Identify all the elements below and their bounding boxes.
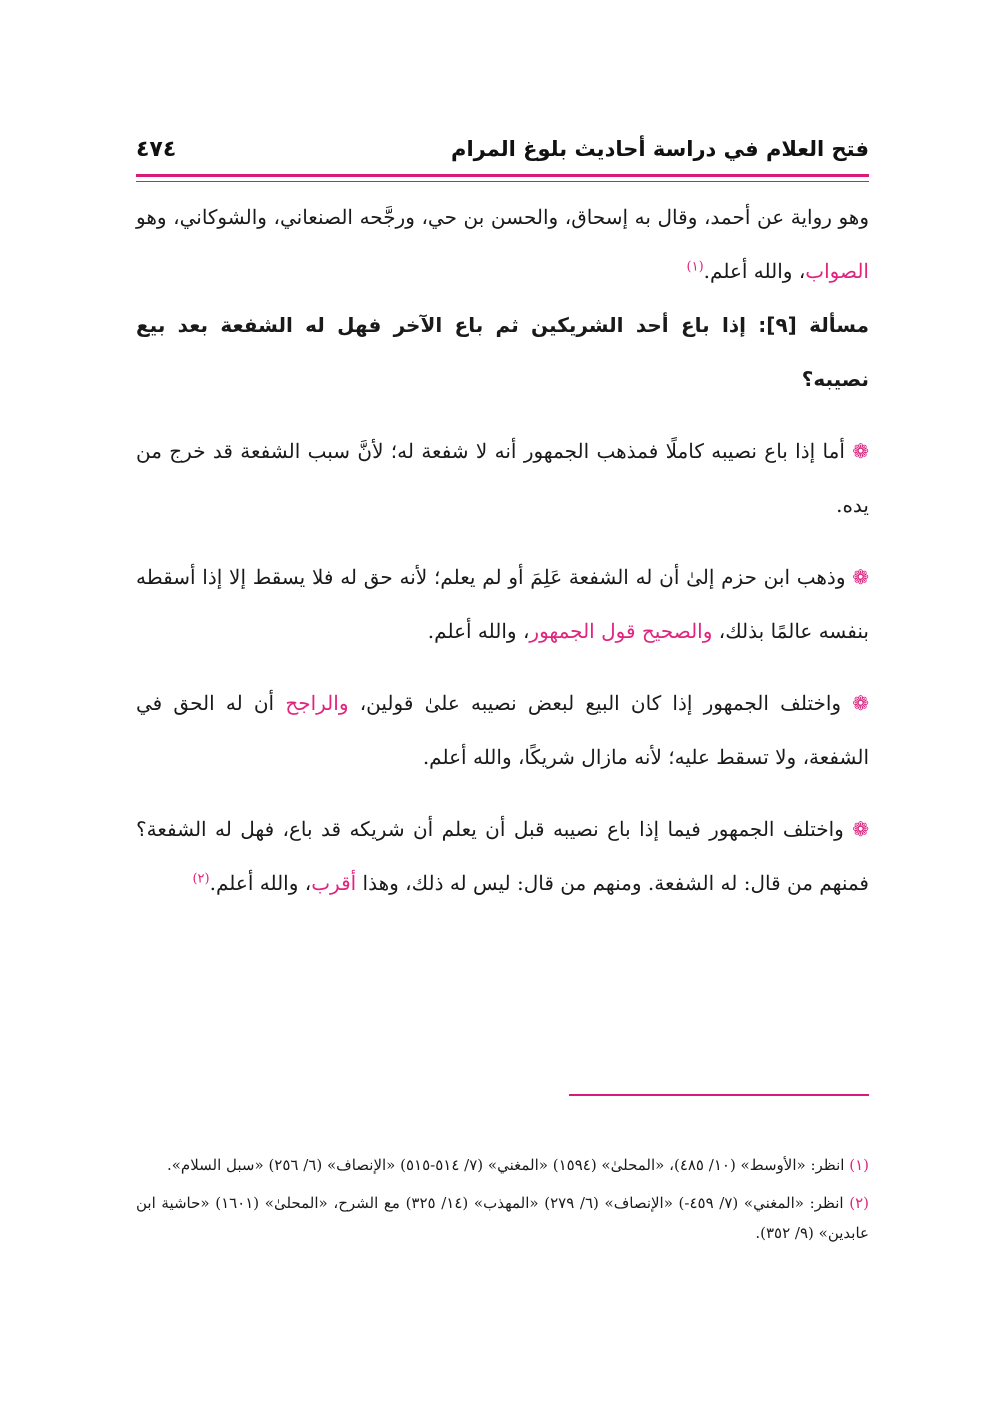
page-number: ٤٧٤ [136,136,177,162]
main-text [136,190,869,910]
paragraph-continuation [136,190,869,298]
footnote [136,1188,869,1248]
paragraph-text: أما إذا باع نصيبه كاملًا فمذهب الجمهور أنه لا شفعة له؛ لأنَّ سبب الشفعة قد خرج من يده. [136,439,869,517]
paragraph-text: واختلف الجمهور إذا كان البيع لبعض نصيبه علىٰ قولين، [359,691,842,715]
paragraph-text: ، والله أعلم. [703,259,806,283]
footnote-reference[interactable]: (١) [686,259,704,275]
paragraph [136,424,869,532]
highlighted-text: الصواب [805,259,869,283]
paragraph [136,676,869,784]
flower-ornament-icon: ❁ [852,691,870,715]
footnote-separator [569,1094,869,1096]
paragraph-text: ، والله أعلم. [209,871,312,895]
highlighted-text: والراجح [285,691,349,715]
header-rule-thick [136,174,869,177]
header-rule-thin [136,181,869,182]
question-text: إذا باع أحد الشريكين ثم باع الآخر فهل له الشفعة بعد بيع نصيبه؟ [136,313,869,391]
paragraph-text: وذهب ابن حزم إلىٰ أن له الشفعة عَلِمَ أو لم يعلم؛ لأنه حق له فلا يسقط إلا إذا أسقطه بنفسه عالمًا بذلك، [136,565,869,643]
flower-ornament-icon: ❁ [852,439,870,463]
flower-ornament-icon: ❁ [852,565,869,589]
paragraph-text: ، والله أعلم. [427,619,530,643]
paragraph-text: والشوكاني، وهو [136,205,267,229]
footnote-text: انظر: «المغني» (٧/ ٤٥٩-) «الإنصاف» (٦/ ٢٧٩) «المهذب» (١٤/ ٣٢٥) مع الشرح، «المحلىٰ» (١٦٠١) «حاشية ابن عابدين» (٩/ ٣٥٢). [136,1194,869,1242]
footnote-number: (٢) [849,1194,869,1212]
running-header [136,128,869,170]
paragraph-text: أن له الحق في الشفعة، ولا تسقط عليه؛ لأنه مازال شريكًا، والله أعلم. [136,691,869,769]
footnote [136,1150,869,1180]
question-heading [136,298,869,406]
flower-ornament-icon: ❁ [852,817,869,841]
highlighted-text: أقرب [311,871,357,895]
footnote-reference[interactable]: (٢) [192,871,210,887]
book-title: فتح العلام في دراسة أحاديث بلوغ المرام [451,137,869,161]
paragraph-text: واختلف الجمهور فيما إذا باع نصيبه قبل أن يعلم أن شريكه قد باع، فهل له الشفعة؟ فمنهم من قال: له الشفعة. ومنهم من قال: ليس له ذلك، وهذا [136,817,869,895]
highlighted-text: والصحيح قول الجمهور [529,619,713,643]
question-label: مسألة [٩]: [758,313,870,337]
footnote-text: انظر: «الأوسط» (١٠/ ٤٨٥)، «المحلىٰ» (١٥٩٤) «المغني» (٧/ ٥١٤-٥١٥) «الإنصاف» (٦/ ٢٥٦) «سبل السلام». [166,1156,845,1174]
footnotes [136,1150,869,1256]
footnote-number: (١) [849,1156,869,1174]
paragraph [136,802,869,910]
paragraph [136,550,869,658]
paragraph-text: وهو رواية عن أحمد، وقال به إسحاق، والحسن بن حي، ورجَّحه الصنعاني، [273,205,870,229]
